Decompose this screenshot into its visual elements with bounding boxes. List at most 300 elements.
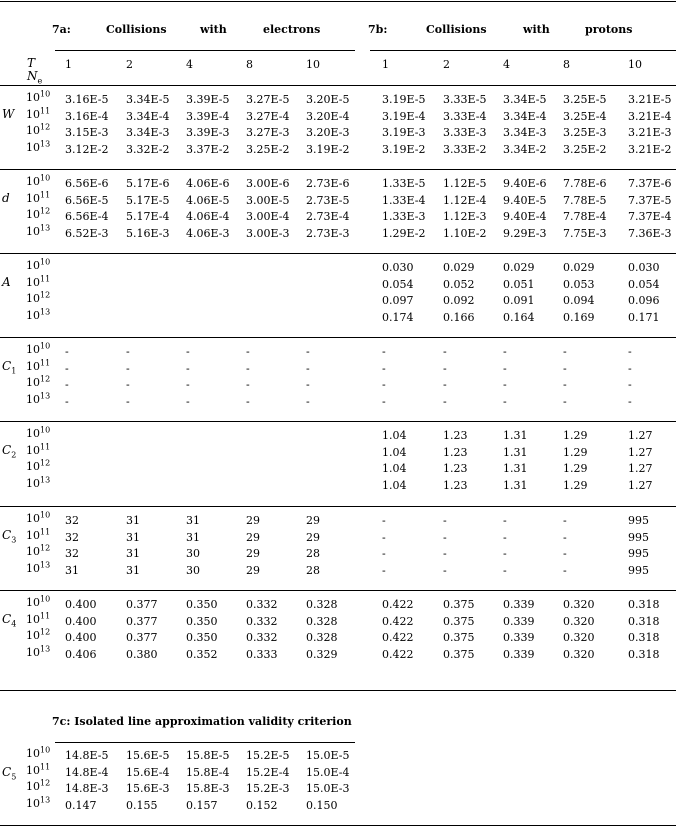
cell-b: - xyxy=(443,394,447,408)
cell-b: - xyxy=(563,514,567,527)
temperature-header-a: 8 xyxy=(246,58,253,71)
cell-a: 29 xyxy=(246,563,260,577)
cell-b: 0.052 xyxy=(443,277,475,291)
cell-c: 15.0E-5 xyxy=(306,749,350,762)
cell-b: 1.23 xyxy=(443,478,468,492)
cell-b: 3.25E-4 xyxy=(563,109,607,123)
cell-b: - xyxy=(503,361,507,375)
cell-b: 1.29 xyxy=(563,445,588,459)
cell-b: - xyxy=(382,345,386,358)
part-a-title-word: 7a: xyxy=(52,23,71,36)
cell-a: 3.27E-4 xyxy=(246,109,290,123)
density-value: $10^{11}$ xyxy=(26,357,51,373)
cell-c: 15.8E-5 xyxy=(186,749,230,762)
cell-b: 3.21E-2 xyxy=(628,142,672,156)
density-value: $10^{10}$ xyxy=(26,173,51,188)
cell-c: 15.2E-3 xyxy=(246,782,290,795)
density-value: $10^{12}$ xyxy=(26,206,51,221)
cell-b: 0.375 xyxy=(443,614,475,628)
cell-b: 3.19E-2 xyxy=(382,142,426,156)
cell-a: - xyxy=(306,394,310,408)
cell-b: 3.25E-5 xyxy=(563,93,607,106)
cell-b: 0.169 xyxy=(563,310,595,324)
cell-a: 0.380 xyxy=(126,647,158,661)
cell-b: - xyxy=(503,378,507,391)
cell-a: 0.332 xyxy=(246,598,278,611)
cell-a: 0.352 xyxy=(186,647,218,661)
main-table-bottom-rule xyxy=(0,690,676,691)
cell-b: 1.23 xyxy=(443,445,468,459)
density-value: $10^{13}$ xyxy=(26,474,51,490)
parameter-label: $C_2$ xyxy=(2,443,17,460)
cell-b: - xyxy=(443,514,447,527)
cell-b: 1.33E-5 xyxy=(382,177,426,190)
cell-a: 3.20E-5 xyxy=(306,93,350,106)
temperature-header-b: 8 xyxy=(563,58,570,71)
cell-b: 0.375 xyxy=(443,647,475,661)
temperature-header-a: 1 xyxy=(65,58,72,71)
cell-c: 0.147 xyxy=(65,798,97,812)
cell-b: 995 xyxy=(628,530,649,544)
cell-b: 0.029 xyxy=(503,261,535,274)
cell-a: 0.400 xyxy=(65,614,97,628)
cell-b: 3.33E-5 xyxy=(443,93,487,106)
cell-a: 3.37E-2 xyxy=(186,142,230,156)
cell-b: 0.422 xyxy=(382,598,414,611)
cell-a: 0.400 xyxy=(65,631,97,644)
cell-a: 31 xyxy=(186,514,200,527)
cell-a: 28 xyxy=(306,547,320,560)
cell-b: 1.04 xyxy=(382,429,407,442)
cell-a: 3.00E-6 xyxy=(246,177,290,190)
top-rule xyxy=(0,1,676,2)
cell-b: 0.320 xyxy=(563,647,595,661)
cell-b: - xyxy=(382,378,386,391)
cell-b: 9.40E-5 xyxy=(503,193,547,207)
cell-b: 995 xyxy=(628,514,649,527)
cell-b: 7.78E-5 xyxy=(563,193,607,207)
block-separator-rule xyxy=(0,337,676,338)
cell-b: 0.318 xyxy=(628,598,660,611)
cell-b: - xyxy=(563,563,567,577)
cell-a: 3.39E-3 xyxy=(186,126,230,139)
cell-a: 6.56E-6 xyxy=(65,177,109,190)
cell-b: 1.29 xyxy=(563,429,588,442)
part-b-title-word: protons xyxy=(585,23,633,36)
cell-b: - xyxy=(503,547,507,560)
cell-b: 0.171 xyxy=(628,310,660,324)
cell-a: - xyxy=(186,345,190,358)
cell-a: 0.350 xyxy=(186,598,218,611)
cell-b: 995 xyxy=(628,547,649,560)
cell-a: 31 xyxy=(126,547,140,560)
cell-b: 0.339 xyxy=(503,598,535,611)
cell-b: 1.33E-4 xyxy=(382,193,426,207)
cell-a: - xyxy=(126,378,130,391)
cell-a: 31 xyxy=(186,530,200,544)
cell-a: 2.73E-5 xyxy=(306,193,350,207)
cell-a: 2.73E-3 xyxy=(306,226,350,240)
cell-b: 0.422 xyxy=(382,614,414,628)
density-value: $10^{12}$ xyxy=(26,543,51,558)
cell-b: 3.21E-4 xyxy=(628,109,672,123)
cell-a: 0.350 xyxy=(186,614,218,628)
cell-b: 3.34E-4 xyxy=(503,109,547,123)
cell-a: - xyxy=(246,378,250,391)
cell-a: 0.328 xyxy=(306,614,338,628)
cell-b: - xyxy=(382,563,386,577)
cell-b: 1.23 xyxy=(443,462,468,475)
cell-a: 3.34E-5 xyxy=(126,93,170,106)
cell-b: 0.339 xyxy=(503,647,535,661)
cell-a: - xyxy=(306,361,310,375)
cell-a: 5.17E-5 xyxy=(126,193,170,207)
cell-a: 0.332 xyxy=(246,614,278,628)
density-value: $10^{11}$ xyxy=(26,273,51,289)
cell-b: 0.320 xyxy=(563,598,595,611)
cell-a: 29 xyxy=(246,530,260,544)
cell-b: 1.23 xyxy=(443,429,468,442)
cell-b: 3.21E-5 xyxy=(628,93,672,106)
cell-a: 3.34E-3 xyxy=(126,126,170,139)
cell-b: 0.166 xyxy=(443,310,475,324)
cell-a: 0.350 xyxy=(186,631,218,644)
cell-c: 0.155 xyxy=(126,798,158,812)
cell-b: 3.34E-3 xyxy=(503,126,547,139)
bottom-rule xyxy=(0,825,676,826)
cell-b: 0.318 xyxy=(628,614,660,628)
cell-a: 3.32E-2 xyxy=(126,142,170,156)
cell-b: 0.318 xyxy=(628,631,660,644)
cell-b: - xyxy=(563,547,567,560)
cell-b: 0.320 xyxy=(563,631,595,644)
cell-a: 6.56E-4 xyxy=(65,210,109,223)
cell-a: 0.333 xyxy=(246,647,278,661)
cell-a: 3.00E-5 xyxy=(246,193,290,207)
cell-b: 9.29E-3 xyxy=(503,226,547,240)
cell-b: 0.339 xyxy=(503,631,535,644)
cell-a: - xyxy=(186,394,190,408)
cell-a: - xyxy=(246,361,250,375)
cell-a: 4.06E-4 xyxy=(186,210,230,223)
cell-a: - xyxy=(246,394,250,408)
cell-b: - xyxy=(628,378,632,391)
cell-b: 0.053 xyxy=(563,277,595,291)
cell-b: - xyxy=(503,514,507,527)
cell-b: - xyxy=(382,361,386,375)
cell-b: 0.029 xyxy=(443,261,475,274)
cell-b: 1.12E-4 xyxy=(443,193,487,207)
cell-a: 3.27E-5 xyxy=(246,93,290,106)
block-separator-rule xyxy=(0,506,676,507)
cell-b: 0.375 xyxy=(443,631,475,644)
cell-a: 0.377 xyxy=(126,614,158,628)
cell-a: 29 xyxy=(246,514,260,527)
cell-b: 1.29 xyxy=(563,478,588,492)
cell-c: 15.6E-5 xyxy=(126,749,170,762)
density-value: $10^{10}$ xyxy=(26,89,51,104)
cell-a: 0.377 xyxy=(126,598,158,611)
density-value: $10^{10}$ xyxy=(26,510,51,525)
part-b-title-word: with xyxy=(523,23,550,36)
density-value: $10^{13}$ xyxy=(26,794,51,810)
density-value: $10^{10}$ xyxy=(26,341,51,356)
cell-a: 4.06E-5 xyxy=(186,193,230,207)
cell-b: 9.40E-6 xyxy=(503,177,547,190)
cell-b: 0.320 xyxy=(563,614,595,628)
block-separator-rule xyxy=(0,590,676,591)
density-value: $10^{12}$ xyxy=(26,778,51,793)
density-value: $10^{11}$ xyxy=(26,610,51,626)
density-value: $10^{10}$ xyxy=(26,257,51,272)
cell-a: 29 xyxy=(306,514,320,527)
block-separator-rule xyxy=(0,421,676,422)
cell-c: 15.6E-4 xyxy=(126,765,170,779)
part-a-title-word: with xyxy=(200,23,227,36)
temperature-header-a: 10 xyxy=(306,58,320,71)
cell-a: - xyxy=(65,378,69,391)
cell-b: 3.33E-3 xyxy=(443,126,487,139)
density-value: $10^{12}$ xyxy=(26,458,51,473)
cell-b: 7.37E-6 xyxy=(628,177,672,190)
cell-b: 7.78E-4 xyxy=(563,210,607,223)
cell-b: - xyxy=(563,530,567,544)
cell-c: 15.0E-4 xyxy=(306,765,350,779)
cell-c: 14.8E-4 xyxy=(65,765,109,779)
parameter-label: $C_3$ xyxy=(2,528,17,545)
cell-c: 14.8E-5 xyxy=(65,749,109,762)
cell-a: 5.17E-4 xyxy=(126,210,170,223)
part-a-title-word: Collisions xyxy=(106,23,167,36)
cell-b: - xyxy=(443,378,447,391)
cell-a: 3.27E-3 xyxy=(246,126,290,139)
cell-a: - xyxy=(186,361,190,375)
cell-b: 1.31 xyxy=(503,445,528,459)
cell-a: 3.16E-5 xyxy=(65,93,109,106)
cell-b: - xyxy=(443,530,447,544)
density-value: $10^{13}$ xyxy=(26,138,51,154)
cell-b: 1.27 xyxy=(628,462,653,475)
density-value: $10^{12}$ xyxy=(26,374,51,389)
cell-b: 0.339 xyxy=(503,614,535,628)
cell-b: - xyxy=(563,378,567,391)
cell-b: 1.04 xyxy=(382,445,407,459)
cell-a: 32 xyxy=(65,514,79,527)
cell-b: 3.25E-3 xyxy=(563,126,607,139)
cell-a: - xyxy=(186,378,190,391)
cell-b: - xyxy=(503,394,507,408)
cell-b: 1.29E-2 xyxy=(382,226,426,240)
block-separator-rule xyxy=(0,169,676,170)
cell-b: 1.27 xyxy=(628,445,653,459)
cell-b: 0.174 xyxy=(382,310,414,324)
cell-a: 30 xyxy=(186,563,200,577)
cell-b: 1.27 xyxy=(628,478,653,492)
cell-a: - xyxy=(65,394,69,408)
cell-b: 1.31 xyxy=(503,462,528,475)
cell-a: 0.328 xyxy=(306,631,338,644)
part-c-header-rule xyxy=(55,742,355,743)
cell-b: 1.31 xyxy=(503,478,528,492)
cell-b: 9.40E-4 xyxy=(503,210,547,223)
cell-a: - xyxy=(126,345,130,358)
parameter-label: W xyxy=(2,107,15,121)
cell-c: 15.0E-3 xyxy=(306,782,350,795)
part-a-title-word: electrons xyxy=(263,23,321,36)
parameter-label: d xyxy=(2,191,10,205)
cell-a: 4.06E-6 xyxy=(186,177,230,190)
cell-b: 0.422 xyxy=(382,647,414,661)
density-value: $10^{11}$ xyxy=(26,526,51,542)
cell-a: - xyxy=(306,345,310,358)
cell-c: 15.8E-3 xyxy=(186,782,230,795)
density-value: $10^{11}$ xyxy=(26,189,51,205)
cell-c: 15.6E-3 xyxy=(126,782,170,795)
cell-a: 3.25E-2 xyxy=(246,142,290,156)
cell-b: 0.094 xyxy=(563,294,595,307)
cell-a: 3.39E-4 xyxy=(186,109,230,123)
cell-b: 7.37E-5 xyxy=(628,193,672,207)
density-value: $10^{13}$ xyxy=(26,643,51,659)
cell-a: 32 xyxy=(65,547,79,560)
density-value: $10^{10}$ xyxy=(26,745,51,760)
density-value: $10^{13}$ xyxy=(26,306,51,322)
cell-a: - xyxy=(65,345,69,358)
cell-a: 0.400 xyxy=(65,598,97,611)
cell-b: - xyxy=(503,563,507,577)
cell-b: 3.19E-5 xyxy=(382,93,426,106)
cell-b: - xyxy=(563,394,567,408)
cell-b: - xyxy=(382,514,386,527)
cell-a: 2.73E-6 xyxy=(306,177,350,190)
cell-b: - xyxy=(382,530,386,544)
cell-b: 3.25E-2 xyxy=(563,142,607,156)
cell-b: 7.75E-3 xyxy=(563,226,607,240)
density-value: $10^{13}$ xyxy=(26,222,51,238)
cell-a: 3.34E-4 xyxy=(126,109,170,123)
density-value: $10^{10}$ xyxy=(26,425,51,440)
cell-b: 0.054 xyxy=(628,277,660,291)
cell-a: 31 xyxy=(126,530,140,544)
cell-b: 3.19E-4 xyxy=(382,109,426,123)
cell-a: 0.406 xyxy=(65,647,97,661)
part-c-title: 7c: Isolated line approximation validity criterion xyxy=(52,715,352,728)
cell-a: 6.56E-5 xyxy=(65,193,109,207)
cell-c: 15.8E-4 xyxy=(186,765,230,779)
part-b-header-rule xyxy=(370,50,676,51)
temperature-header-b: 1 xyxy=(382,58,389,71)
cell-c: 14.8E-3 xyxy=(65,782,109,795)
cell-a: 31 xyxy=(126,563,140,577)
cell-a: 0.328 xyxy=(306,598,338,611)
density-value: $10^{12}$ xyxy=(26,122,51,137)
cell-a: - xyxy=(306,378,310,391)
density-label: $N_e$ xyxy=(27,69,43,86)
temperature-header-a: 4 xyxy=(186,58,193,71)
cell-b: - xyxy=(563,345,567,358)
parameter-label-c5: $C_5$ xyxy=(2,765,17,782)
density-value: $10^{13}$ xyxy=(26,390,51,406)
cell-b: 3.21E-3 xyxy=(628,126,672,139)
cell-a: 32 xyxy=(65,530,79,544)
cell-b: - xyxy=(503,345,507,358)
temperature-header-a: 2 xyxy=(126,58,133,71)
cell-b: - xyxy=(382,394,386,408)
cell-b: 7.78E-6 xyxy=(563,177,607,190)
density-value: $10^{12}$ xyxy=(26,290,51,305)
cell-b: 7.36E-3 xyxy=(628,226,672,240)
cell-b: 3.33E-4 xyxy=(443,109,487,123)
cell-b: - xyxy=(443,547,447,560)
cell-b: 0.030 xyxy=(628,261,660,274)
cell-a: 28 xyxy=(306,563,320,577)
parameter-label: A xyxy=(2,275,11,289)
cell-b: 3.34E-2 xyxy=(503,142,547,156)
cell-b: 0.096 xyxy=(628,294,660,307)
part-a-header-rule xyxy=(55,50,355,51)
cell-b: 0.051 xyxy=(503,277,535,291)
cell-a: 3.19E-2 xyxy=(306,142,350,156)
parameter-label: $C_4$ xyxy=(2,612,17,629)
cell-c: 15.2E-5 xyxy=(246,749,290,762)
temperature-header-b: 4 xyxy=(503,58,510,71)
cell-b: 3.34E-5 xyxy=(503,93,547,106)
cell-b: 1.04 xyxy=(382,462,407,475)
cell-b: 0.091 xyxy=(503,294,535,307)
part-b-title-word: 7b: xyxy=(368,23,388,36)
cell-b: - xyxy=(628,394,632,408)
cell-c: 0.152 xyxy=(246,798,278,812)
density-value: $10^{11}$ xyxy=(26,105,51,121)
cell-b: 1.31 xyxy=(503,429,528,442)
block-separator-rule xyxy=(0,253,676,254)
cell-b: - xyxy=(503,530,507,544)
cell-b: 0.029 xyxy=(563,261,595,274)
cell-a: 3.16E-4 xyxy=(65,109,109,123)
cell-a: 29 xyxy=(246,547,260,560)
cell-b: 995 xyxy=(628,563,649,577)
density-value: $10^{10}$ xyxy=(26,594,51,609)
cell-a: - xyxy=(65,361,69,375)
cell-b: - xyxy=(443,345,447,358)
cell-a: 29 xyxy=(306,530,320,544)
cell-a: 0.329 xyxy=(306,647,338,661)
cell-a: - xyxy=(126,394,130,408)
cell-b: - xyxy=(443,563,447,577)
cell-a: 3.20E-3 xyxy=(306,126,350,139)
temperature-header-b: 10 xyxy=(628,58,642,71)
cell-a: 0.332 xyxy=(246,631,278,644)
cell-b: 1.27 xyxy=(628,429,653,442)
cell-b: 1.12E-5 xyxy=(443,177,487,190)
cell-a: 3.39E-5 xyxy=(186,93,230,106)
cell-a: - xyxy=(246,345,250,358)
cell-b: - xyxy=(628,345,632,358)
cell-b: 0.422 xyxy=(382,631,414,644)
cell-a: 30 xyxy=(186,547,200,560)
cell-b: 3.19E-3 xyxy=(382,126,426,139)
part-b-title-word: Collisions xyxy=(426,23,487,36)
density-value: $10^{13}$ xyxy=(26,559,51,575)
cell-a: 31 xyxy=(65,563,79,577)
cell-a: 3.00E-3 xyxy=(246,226,290,240)
cell-c: 0.157 xyxy=(186,798,218,812)
cell-a: 3.20E-4 xyxy=(306,109,350,123)
cell-a: 31 xyxy=(126,514,140,527)
cell-b: 7.37E-4 xyxy=(628,210,672,223)
cell-a: 3.00E-4 xyxy=(246,210,290,223)
cell-b: 0.030 xyxy=(382,261,414,274)
